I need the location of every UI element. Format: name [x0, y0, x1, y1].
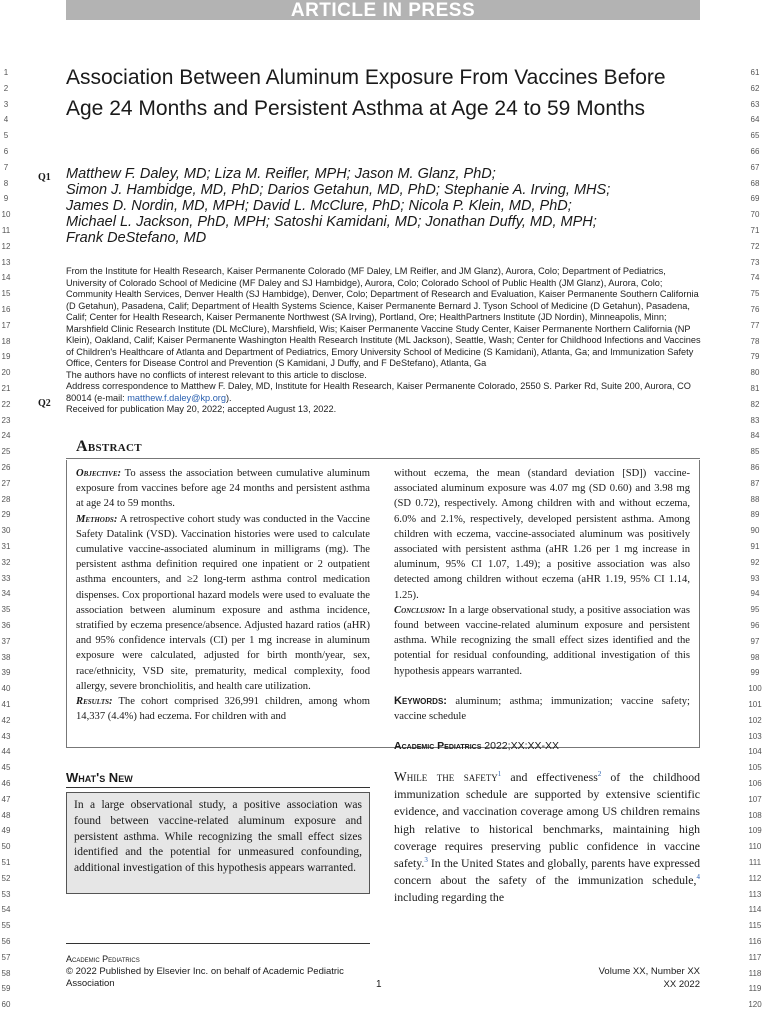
conflict-statement: The authors have no conflicts of interest relevant to this article to disclose.: [66, 369, 367, 380]
line-number-left: 25: [1, 447, 11, 457]
line-number-left: 34: [1, 589, 11, 599]
line-number-right: 113: [748, 889, 762, 899]
line-number-left: 1: [3, 68, 9, 77]
abstract-results-continued: without eczema, the mean (standard deviation [SD]) vaccine-associated aluminum exposure was 4.07 mg (SD 0.60) and 3.98 mg (SD 0.72), respectively. Among children with and without eczema, 6.0% and 2.1%, respectively, developed persistent asthma. Among children with eczema, vaccine-associated aluminum was positively associated with persistent asthma (aHR 1.26 per 1 mg increase in aluminum, 95% CI 1.07, 1.49); a positive association was also detected among children without eczema (aHR 1.19, 95% CI 1.14, 1.25).: [394, 468, 690, 601]
line-number-right: 87: [750, 478, 760, 488]
line-number-right: 77: [750, 320, 760, 330]
line-number-right: 94: [750, 589, 760, 599]
line-number-right: 80: [750, 368, 760, 378]
line-number-right: 61: [750, 68, 760, 77]
line-number-left: 33: [1, 573, 11, 583]
received-dates: Received for publication May 20, 2022; accepted August 13, 2022.: [66, 404, 337, 414]
line-number-left: 59: [1, 984, 11, 994]
line-number-right: 112: [748, 873, 762, 883]
line-number-left: 32: [1, 557, 11, 567]
abstract-methods: Methods: A retrospective cohort study was conducted in the Vaccine Safety Datalink (VSD). Vaccination histories were used to calculate cumulative vaccine-associated aluminum in milligrams (mg). The persistent asthma definition required one inpatient or 2 outpatient asthma encounters, and ≥2 long-term asthma control medication dispenses. Cox proportional hazard models were used to evaluate the association between aluminum exposure and asthma incidence, stratified by eczema presence/absence. Adjusted hazard ratios (aHR) and 95% confidence intervals (CI) per 1 mg increase in aluminum exposure were calculated, adjusted for birth month/year, sex, race/ethnicity, VSD site, prematurity, medical complexity, food allergy, severe bronchiolitis, and health care utilization.: [76, 513, 370, 692]
footer-rule: [66, 943, 370, 944]
line-number-right: 115: [748, 921, 762, 931]
line-number-left: 17: [1, 320, 11, 330]
line-number-left: 41: [1, 700, 11, 709]
line-number-right: 65: [750, 131, 760, 141]
abstract-heading: Abstract: [76, 438, 142, 455]
line-number-left: 12: [1, 241, 11, 251]
line-number-right: 83: [750, 415, 760, 425]
line-number-right: 109: [748, 826, 762, 836]
line-number-right: 78: [750, 336, 760, 346]
line-number-right: 114: [748, 905, 762, 915]
line-number-left: 56: [1, 937, 11, 946]
line-number-left: 46: [1, 779, 11, 788]
line-number-right: 119: [748, 984, 762, 994]
article-title: Association Between Aluminum Exposure From Vaccines Before Age 24 Months and Persistent Asthma at Age 24 to 59 Months: [66, 66, 666, 120]
reference-link[interactable]: 2: [597, 770, 602, 779]
line-number-right: 88: [750, 494, 760, 504]
footer-volume-block: [540, 966, 700, 991]
line-number-right: 86: [750, 463, 760, 472]
line-number-right: 120: [748, 1000, 762, 1010]
line-number-left: 30: [1, 526, 11, 536]
line-number-right: 79: [750, 352, 760, 362]
line-number-left: 8: [3, 178, 9, 188]
line-number-left: 39: [1, 668, 11, 678]
line-number-right: 84: [750, 431, 760, 441]
line-number-left: 11: [1, 226, 11, 235]
line-number-right: 62: [750, 83, 760, 93]
line-number-left: 28: [1, 494, 11, 504]
line-number-right: 71: [750, 226, 760, 235]
line-number-right: 107: [748, 794, 762, 804]
introduction-text: [394, 768, 700, 907]
footer-journal-name: Academic Pediatrics: [66, 954, 140, 964]
author-line: Michael L. Jackson, PhD, MPH; Satoshi Kamidani, MD; Jonathan Duffy, MD, MPH;: [66, 214, 597, 230]
line-number-left: 14: [1, 273, 11, 283]
line-number-left: 23: [1, 415, 11, 425]
line-number-left: 13: [1, 257, 11, 267]
abstract-top-rule: [66, 458, 700, 459]
line-number-right: 70: [750, 210, 760, 220]
line-number-left: 36: [1, 621, 11, 630]
line-number-right: 101: [748, 700, 762, 709]
body-paragraph: While the safety$^1$ and effectiveness$^2$ of the childhood immunization schedule are supported by extensive scientific evidence, and vaccination coverage among US children remains high relative to historical benchmarks, maintaining high coverage requires preserving public confidence in vaccine safety.$^3$ In the United States and globally, parents have expressed concern about the safety of the immunization schedule,$^4$ including regarding the: [394, 769, 700, 905]
author-list: [66, 166, 706, 246]
line-number-right: 100: [748, 684, 762, 694]
line-number-left: 47: [1, 794, 11, 804]
abstract-objective: Objective: To assess the association between cumulative aluminum exposure from vaccines before age 24 months and persistent asthma at age 24 to 59 months.: [76, 468, 370, 510]
line-number-left: 35: [1, 605, 11, 615]
line-number-right: 69: [750, 194, 760, 204]
line-number-left: 27: [1, 478, 11, 488]
line-number-left: 26: [1, 463, 11, 472]
line-number-right: 74: [750, 273, 760, 283]
line-number-right: 93: [750, 573, 760, 583]
line-number-right: 82: [750, 399, 760, 409]
line-number-left: 31: [1, 542, 11, 551]
correspondence: Address correspondence to Matthew F. Daley, MD, Institute for Health Research, Kaiser Permanente Colorado, 2550 S. Parker Rd, Suite 200, Aurora, CO 80014 (e-mail: matthew.f.daley@kp.org).: [66, 381, 691, 403]
line-number-right: 81: [750, 384, 760, 393]
line-number-right: 68: [750, 178, 760, 188]
line-number-left: 48: [1, 810, 11, 820]
line-number-right: 106: [748, 779, 762, 788]
email-link[interactable]: matthew.f.daley@kp.org: [127, 392, 226, 403]
abstract-right-column: [394, 466, 690, 754]
line-number-left: 5: [3, 131, 9, 141]
line-number-right: 111: [748, 858, 762, 867]
article-in-press-banner: ARTICLE IN PRESS: [66, 0, 700, 20]
reference-link[interactable]: 1: [497, 770, 502, 779]
line-number-right: 102: [748, 715, 762, 725]
line-number-left: 24: [1, 431, 11, 441]
line-number-right: 85: [750, 447, 760, 457]
line-number-left: 50: [1, 842, 11, 852]
line-number-right: 67: [750, 162, 760, 172]
line-number-right: 97: [750, 636, 760, 646]
query-marker-1: Q1: [38, 172, 51, 183]
line-number-left: 51: [1, 858, 11, 867]
line-number-left: 45: [1, 763, 11, 773]
line-number-right: 104: [748, 747, 762, 757]
line-number-left: 49: [1, 826, 11, 836]
footer-journal-block: [66, 953, 386, 991]
reference-link[interactable]: 4: [696, 873, 700, 882]
line-number-right: 96: [750, 621, 760, 630]
line-number-right: 72: [750, 241, 760, 251]
line-number-left: 9: [3, 194, 9, 204]
line-number-right: 116: [748, 937, 762, 946]
abstract-conclusion: Conclusion: In a large observational study, a positive association was found between vaccine-related aluminum exposure and persistent asthma. While recognizing the small effect sizes identified and the potential for residual confounding, additional investigation of this hypothesis appears warranted.: [394, 604, 690, 677]
line-number-left: 22: [1, 399, 11, 409]
line-number-left: 21: [1, 384, 11, 393]
line-number-right: 91: [750, 542, 760, 551]
line-number-right: 63: [750, 99, 760, 109]
line-number-left: 19: [1, 352, 11, 362]
line-number-right: 103: [748, 731, 762, 741]
line-number-right: 110: [748, 842, 762, 852]
line-number-left: 42: [1, 715, 11, 725]
line-number-left: 54: [1, 905, 11, 915]
line-number-left: 7: [3, 162, 9, 172]
line-number-left: 58: [1, 968, 11, 978]
line-number-left: 43: [1, 731, 11, 741]
line-number-right: 95: [750, 605, 760, 615]
line-number-left: 3: [3, 99, 9, 109]
abstract-keywords: Keywords: aluminum; asthma; immunization; vaccine safety; vaccine schedule: [394, 694, 690, 723]
line-number-left: 44: [1, 747, 11, 757]
journal-citation: Academic Pediatrics 2022;XX:XX-XX: [394, 740, 560, 753]
line-number-right: 76: [750, 305, 760, 314]
line-number-right: 117: [748, 952, 762, 962]
line-number-left: 57: [1, 952, 11, 962]
line-number-right: 92: [750, 557, 760, 567]
whats-new-rule: [66, 787, 370, 788]
reference-link[interactable]: 3: [424, 856, 428, 865]
line-number-right: 64: [750, 115, 760, 125]
line-number-left: 4: [3, 115, 9, 125]
page-number: 1: [376, 979, 382, 990]
line-number-left: 38: [1, 652, 11, 662]
author-line: Frank DeStefano, MD: [66, 230, 207, 246]
footer-date: XX 2022: [663, 978, 700, 990]
line-number-right: 99: [750, 668, 760, 678]
whats-new-heading: What's New: [66, 770, 133, 785]
line-number-right: 105: [748, 763, 762, 773]
line-number-left: 16: [1, 305, 11, 314]
whats-new-box: In a large observational study, a positive association was found between vaccine-related aluminum exposure and persistent asthma. While recognizing the small effect sizes identified and the potential for unmeasured confounding, additional investigation of this hypothesis appears warranted.: [66, 792, 370, 894]
line-number-left: 2: [3, 83, 9, 93]
affiliations-block: [66, 266, 706, 416]
line-number-right: 66: [750, 147, 760, 156]
line-number-right: 73: [750, 257, 760, 267]
author-line: James D. Nordin, MD, MPH; David L. McClure, PhD; Nicola P. Klein, MD, PhD;: [66, 198, 572, 214]
line-number-right: 90: [750, 526, 760, 536]
abstract-results: Results: The cohort comprised 326,991 children, among whom 14,337 (4.4%) had eczema. For children with and: [76, 696, 370, 723]
line-number-left: 18: [1, 336, 11, 346]
line-number-left: 55: [1, 921, 11, 931]
line-number-right: 108: [748, 810, 762, 820]
line-number-right: 118: [748, 968, 762, 978]
line-number-left: 40: [1, 684, 11, 694]
footer-copyright: © 2022 Published by Elsevier Inc. on behalf of Academic Pediatric Association: [66, 965, 344, 990]
query-marker-2: Q2: [38, 398, 51, 409]
line-number-left: 10: [1, 210, 11, 220]
line-number-left: 15: [1, 289, 11, 299]
abstract-left-column: [76, 466, 370, 724]
line-number-right: 75: [750, 289, 760, 299]
line-number-left: 60: [1, 1000, 11, 1010]
line-number-right: 89: [750, 510, 760, 520]
author-line: Simon J. Hambidge, MD, PhD; Darios Getahun, MD, PhD; Stephanie A. Irving, MHS;: [66, 182, 611, 198]
line-number-left: 37: [1, 636, 11, 646]
line-number-right: 98: [750, 652, 760, 662]
line-number-left: 52: [1, 873, 11, 883]
line-number-left: 6: [3, 147, 9, 156]
affiliations: From the Institute for Health Research, Kaiser Permanente Colorado (MF Daley, LM Reifler, and JM Glanz), Aurora, Colo; Department of Pediatrics, University of Colorado School of Medicine (MF Daley and SJ Hambidge), Aurora, Colo; Colorado School of Public Health (JM Glanz), Aurora, Colo; Community Health Services, Denver Health (SJ Hambidge), Denver, Colo; Department of Research and Evaluation, Kaiser Permanente Southern California (D Getahun), Pasadena, Calif; Department of Health Systems Science, Kaiser Permanente Bernard J. Tyson School of Medicine (D Getahun), Pasadena, Calif; Center for Health Research, Kaiser Permanente Northwest (SA Irving), Portland, Ore; HealthPartners Institute (JD Nordin), Minneapolis, Minn; Marshfield Clinic Research Institute (DL McClure), Marshfield, Wis; Kaiser Permanente Vaccine Study Center, Kaiser Permanente Northern California (NP Klein), Oakland, Calif; Kaiser Permanente Washington Health Research Institute (ML Jackson), Seattle, Wash; Center for Childhood Infections and Vaccines of Children's Healthcare of Atlanta and Department of Pediatrics, Emory University School of Medicine (S Kamidani), Atlanta, Ga; and Immunization Safety Office, Centers for Disease Control and Prevention (S Kamidani, J Duffy, and F DeStefano), Atlanta, Ga: [66, 266, 701, 368]
line-number-left: 20: [1, 368, 11, 378]
footer-volume: Volume XX, Number XX: [598, 966, 700, 977]
author-line: Matthew F. Daley, MD; Liza M. Reifler, MPH; Jason M. Glanz, PhD;: [66, 166, 496, 182]
line-number-left: 29: [1, 510, 11, 520]
line-number-left: 53: [1, 889, 11, 899]
